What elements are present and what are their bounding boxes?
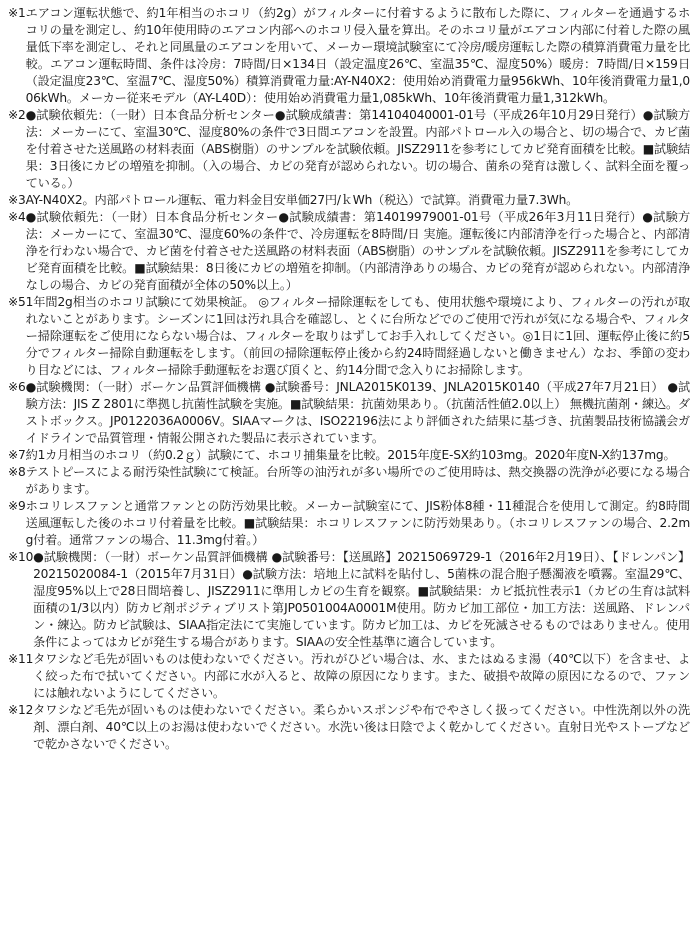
footnote-2 <box>8 107 690 192</box>
footnote-mark: ※12 <box>8 703 34 717</box>
footnote-text: テストピースによる耐汚染性試験にて検証。台所等の油汚れが多い場所でのご使用時は、熱交換器の洗浄が必要になる場合があります。 <box>25 465 690 496</box>
footnote-text: ●試験機関：（一財）ボーケン品質評価機構 ●試験番号：【送風路】20215069729-1（2016年2月19日）、【ドレンパン】20215020084-1（2015年7月31日）●試験方法：培地上に試料を貼付し、5菌株の混合胞子懸濁液を噴霧。室温29℃、湿度95%以上で28日間培養し、JISZ2911に準用しカビの生育を観察。■試験結果：カビ抵抗性表示1（カビの生育は試料面積の1/3以内）防カビ剤ポジティブリスト第JP0501004A0001M使用。防カビ加工部位・加工方法：送風路、ドレンパン・練込。防カビ試験は、SIAA指定法にて実施しています。防カビ加工は、カビを死滅させるものではありません。使用条件によってはカビが発生する場合があります。SIAAの安全性基準に適合しています。 <box>33 550 690 649</box>
footnote-mark: ※1 <box>8 6 26 20</box>
footnote-text: AY-N40X2。内部パトロール運転、電力料金目安単価27円/ｋWh（税込）で試算。消費電力量7.3Wh。 <box>25 193 579 207</box>
footnote-text: ●試験依頼先：（一財）日本食品分析センター●試験成績書：第14019979001-01号（平成26年3月11日発行）●試験方法：メーカーにて、室温30℃、湿度60%の条件で、冷房運転を8時間/日 実施。運転後に内部清浄を行った場合と、内部清浄を行わない場合で、カビ菌を付着させた送風路の材料表面（ABS樹脂）のサンプルを試験依頼。JISZ2911を参考にしてカビ発育面積を比較。■試験結果：8日後にカビの増殖を抑制。（内部清浄ありの場合、カビの発育が認められない。内部清浄なしの場合、カビの発育面積が全体の50%以上。） <box>25 210 690 292</box>
footnote-9 <box>8 498 690 549</box>
footnote-mark: ※10 <box>8 550 34 564</box>
footnote-1 <box>8 5 690 107</box>
footnote-mark: ※9 <box>8 499 26 513</box>
footnote-text: タワシなど毛先が固いものは使わないでください。汚れがひどい場合は、水、またはぬるま湯（40℃以下）を含ませ、よく絞った布で拭いてください。内部に水が入ると、故障の原因になります。また、破損や故障の原因になるので、ファンには触れないようにしてください。 <box>33 652 690 700</box>
footnote-12 <box>8 702 690 753</box>
footnote-10 <box>8 549 690 651</box>
footnote-text: エアコン運転状態で、約1年相当のホコリ（約2g）がフィルターに付着するように散布した際に、フィルターを通過するホコリの量を測定し、約10年使用時のエアコン内部へのホコリ侵入量を算出。そのホコリ量がエアコン内部に付着した際の風量低下率を測定し、それと同風量のエアコンを用いて、メーカー環境試験室にて冷房/暖房運転した際の積算消費電力量を比較。エアコン運転時間、条件は冷房：7時間/日×134日（設定温度26℃、室温35℃、湿度50%）暖房：7時間/日×159日（設定温度23℃、室温7℃、湿度50%）積算消費電力量:AY-N40X2：使用始め消費電力量956kWh、10年後消費電力量1,006kWh。メーカー従来モデル（AY-L40D）：使用始め消費電力量1,085kWh、10年後消費電力量1,312kWh。 <box>25 6 690 105</box>
footnote-text: 1年間2g相当のホコリ試験にて効果検証。 ◎フィルター掃除運転をしても、使用状態や環境により、フィルターの汚れが取れないことがあります。シーズンに1回は汚れ具合を確認し、とくに台所などでのご使用で汚れが気になる場合や、フィルター掃除運転をご使用にならない場合は、フィルターを取りはずしてお手入れしてください。◎1日に1回、運転停止後に約5分でフィルター掃除自動運転をします。（前回の掃除運転停止後から約24時間経過しないと働きません）なお、季節の変わり目などには、フィルター掃除手動運転をお選び頂くと、約14分間で念入りにお掃除します。 <box>25 295 690 377</box>
footnote-text: ホコリレスファンと通常ファンとの防汚効果比較。メーカー試験室にて、JIS粉体8種・11種混合を使用して測定。約8時間送風運転した後のホコリ付着量を比較。■試験結果：ホコリレスファンに防汚効果あり。（ホコリレスファンの場合、2.2mg付着。通常ファンの場合、11.3mg付着。） <box>25 499 690 547</box>
footnote-text: 約1カ月相当のホコリ（約0.2ｇ）試験にて、ホコリ捕集量を比較。2015年度E-SX約103mg。2020年度N-X約137mg。 <box>25 448 676 462</box>
footnote-mark: ※8 <box>8 465 26 479</box>
footnote-mark: ※5 <box>8 295 26 309</box>
footnote-mark: ※3 <box>8 193 26 207</box>
footnote-mark: ※2 <box>8 108 26 122</box>
footnote-5 <box>8 294 690 379</box>
footnote-mark: ※4 <box>8 210 26 224</box>
footnote-mark: ※7 <box>8 448 26 462</box>
footnote-mark: ※6 <box>8 380 26 394</box>
footnote-8 <box>8 464 690 498</box>
footnote-text: ●試験機関：（一財）ボーケン品質評価機構 ●試験番号：JNLA2015K0139、JNLA2015K0140（平成27年7月21日） ●試験方法：JIS Z 2801に準拠し抗菌性試験を実施。■試験結果：抗菌効果あり。（抗菌活性値2.0以上） 無機抗菌剤・練込。ダストボックス。JP0122036A0006V。SIAAマークは、ISO22196法により評価された結果に基づき、抗菌製品技術協議会ガイドラインで品質管理・情報公開された製品に表示されています。 <box>25 380 690 445</box>
footnote-mark: ※11 <box>8 652 34 666</box>
footnote-text: タワシなど毛先が固いものは使わないでください。柔らかいスポンジや布でやさしく扱ってください。中性洗剤以外の洗剤、漂白剤、40℃以上のお湯は使わないでください。水洗い後は日陰でよく乾かしてください。直射日光やストーブなどで乾かさないでください。 <box>33 703 690 751</box>
footnote-4 <box>8 209 690 294</box>
footnote-11 <box>8 651 690 702</box>
footnote-text: ●試験依頼先：（一財）日本食品分析センター●試験成績書：第14104040001-01号（平成26年10月29日発行）●試験方法：メーカーにて、室温30℃、湿度80%の条件で3日間エアコンを設置。内部パトロール入の場合と、切の場合で、カビ菌を付着させた送風路の材料表面（ABS樹脂）のサンプルを試験依頼。JISZ2911を参考にしてカビ発育面積を比較。■試験結果：3日後にカビの増殖を抑制。（入の場合、カビの発育が認められない。切の場合、菌糸の発育は激しく、試料全面を覆っている。） <box>25 108 690 190</box>
footnote-6 <box>8 379 690 447</box>
footnote-3 <box>8 192 690 209</box>
footnote-7 <box>8 447 690 464</box>
